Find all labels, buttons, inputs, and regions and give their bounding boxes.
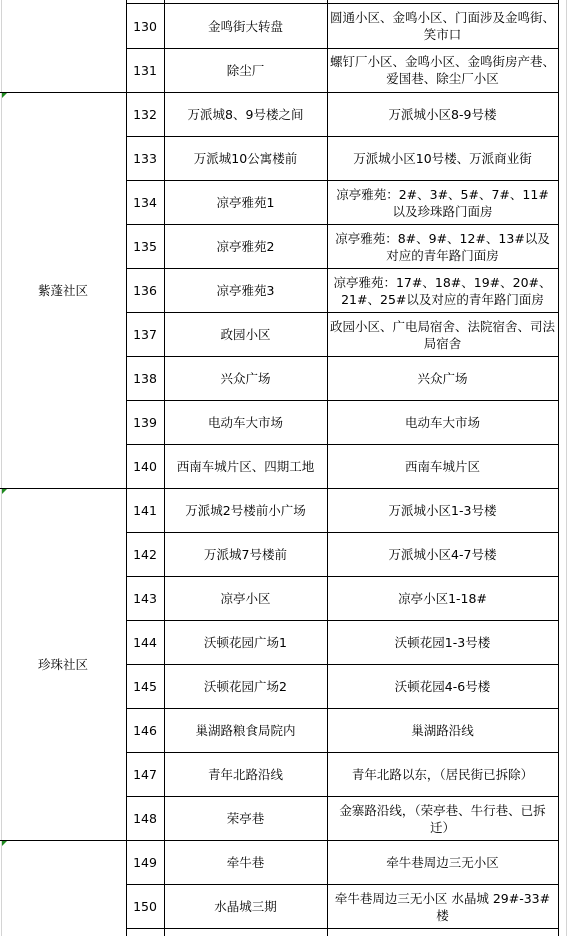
row-number: 136 [133, 283, 157, 298]
row-number: 141 [133, 503, 157, 518]
collection-point-name: 金鸣街大转盘 [207, 18, 283, 34]
row-number: 144 [133, 635, 157, 650]
row-number: 132 [133, 107, 157, 122]
service-area: 圆通小区、金鸣小区、门面涉及金鸣街、笑市口 [330, 10, 556, 42]
collection-point-name: 西南车城片区、四期工地 [176, 459, 315, 474]
row-number: 148 [133, 811, 157, 826]
collection-point-name: 荣亭巷 [226, 811, 265, 826]
collection-point-name: 凉亭小区 [220, 591, 271, 606]
service-area: 螺钉厂小区、金鸣小区、金鸣街房产巷、爱国巷、除尘厂小区 [330, 54, 556, 86]
collection-point-name: 万派城10公寓楼前 [193, 151, 298, 166]
collection-point-name: 沃顿花园广场2 [204, 679, 287, 694]
collection-point-name: 万派城8、9号楼之间 [187, 107, 304, 122]
service-area: 万派城小区8-9号楼 [388, 107, 497, 122]
collection-point-name: 兴众广场 [220, 371, 271, 386]
community-name: 紫蓬社区 [37, 282, 88, 298]
service-area: 巢湖路沿线 [411, 723, 474, 738]
community-name [0, 840, 126, 936]
collection-point-name: 万派城2号楼前小广场 [185, 503, 306, 518]
collection-point-name: 除尘厂 [226, 63, 265, 78]
service-area: 青年北路以东，（居民街已拆除） [351, 767, 534, 782]
service-area: 万派城小区10号楼、万派商业街 [353, 151, 532, 166]
row-number: 138 [133, 371, 157, 386]
service-area: 万派城小区1-3号楼 [388, 503, 497, 518]
service-area: 万派城小区4-7号楼 [388, 547, 497, 562]
community-name [0, 0, 126, 92]
service-area: 沃顿花园4-6号楼 [394, 679, 491, 694]
row-number: 150 [133, 899, 157, 914]
collection-point-name: 牵牛巷 [226, 855, 265, 870]
row-number: 130 [133, 18, 157, 34]
row-border [126, 928, 558, 929]
row-number: 140 [133, 459, 157, 474]
row-number: 149 [133, 855, 157, 870]
row-number: 131 [133, 63, 157, 78]
collection-point-name: 沃顿花园广场1 [204, 635, 287, 650]
service-area: 凉亭雅苑：17#、18#、19#、20#、21#、25#以及对应的青年路门面房 [333, 274, 552, 307]
row-number: 142 [133, 547, 157, 562]
row-number: 137 [133, 327, 157, 342]
row-number: 135 [133, 239, 157, 254]
collection-point-name: 政园小区 [220, 327, 271, 342]
collection-point-name: 万派城7号楼前 [204, 547, 287, 562]
collection-point-name: 水晶城三期 [214, 899, 277, 914]
row-number: 145 [133, 679, 157, 694]
row-number: 133 [133, 151, 157, 166]
row-number: 146 [133, 723, 157, 738]
collection-point-name: 电动车大市场 [207, 415, 283, 430]
service-area: 兴众广场 [417, 371, 468, 386]
service-area: 电动车大市场 [404, 415, 480, 430]
community-name: 珍珠社区 [37, 656, 88, 672]
row-number: 139 [133, 415, 157, 430]
service-area: 牵牛巷周边三无小区 [386, 855, 499, 870]
row-number: 143 [133, 591, 157, 606]
service-area: 凉亭小区1-18# [398, 591, 487, 606]
service-area: 金寨路沿线，（荣亭巷、牛行巷、已拆迁） [339, 802, 546, 835]
collection-point-name: 凉亭雅苑3 [216, 283, 275, 298]
row-number: 134 [133, 195, 157, 210]
collection-point-name: 凉亭雅苑2 [216, 239, 275, 254]
service-area: 沃顿花园1-3号楼 [394, 635, 491, 650]
collection-point-name: 青年北路沿线 [207, 767, 283, 782]
collection-point-name: 凉亭雅苑1 [216, 195, 275, 210]
row-number: 147 [133, 767, 157, 782]
column-border [558, 0, 559, 936]
service-area: 牵牛巷周边三无小区 水晶城 29#-33#楼 [334, 890, 551, 923]
service-area: 政园小区、广电局宿舍、法院宿舍、司法局宿舍 [330, 318, 556, 351]
service-area: 凉亭雅苑：2#、3#、5#、7#、11#以及珍珠路门面房 [336, 186, 549, 219]
service-area: 西南车城片区 [404, 459, 480, 474]
collection-point-name: 巢湖路粮食局院内 [195, 723, 296, 738]
service-area: 凉亭雅苑：8#、9#、12#、13#以及对应的青年路门面房 [335, 230, 550, 263]
